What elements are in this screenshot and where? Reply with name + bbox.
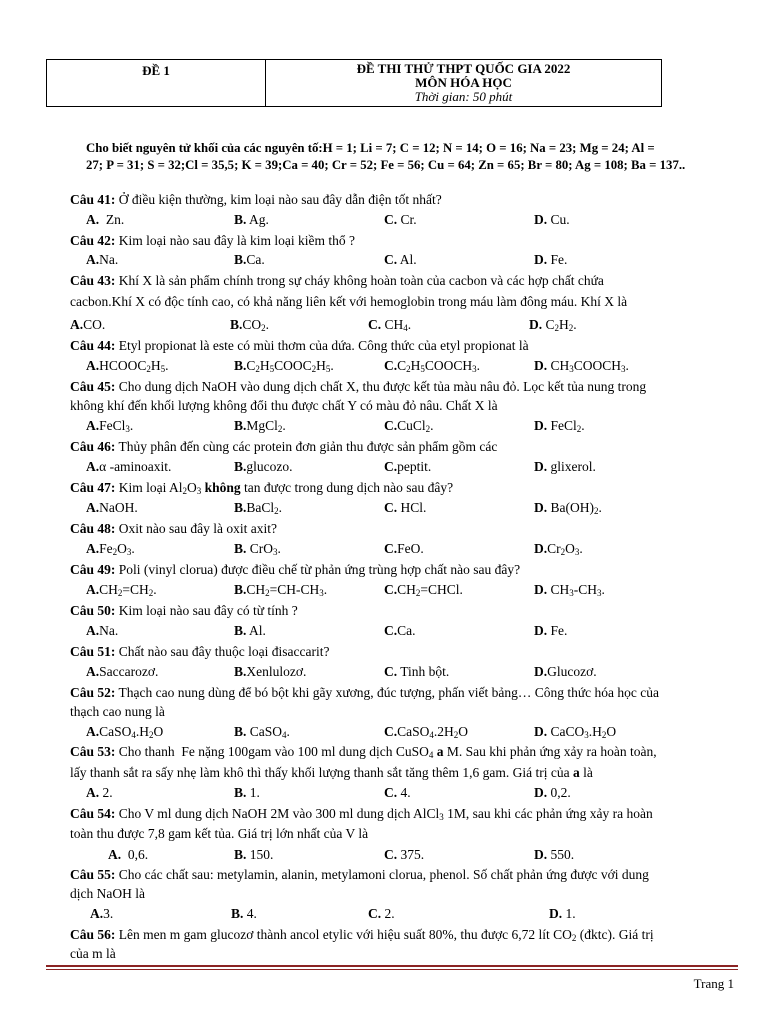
option-d: D. Fe.: [534, 252, 568, 267]
option-d: D. glixerol.: [534, 459, 596, 474]
question-52: Câu 52: Thạch cao nung dùng để bó bột khi gãy xương, đúc tượng, phấn viết bảng… Công thức hóa học của: [70, 685, 660, 700]
question-53-cont: lấy thanh sắt ra sấy nhẹ làm khô thì thấy khối lượng thanh sắt tăng thêm 1,6 gam. Giá trị của a là: [70, 765, 593, 780]
option-a: A.Na.: [86, 623, 119, 638]
question-45-cont: không khí đến khối lượng không đổi thu được chất Y có màu đỏ nâu. Chất X là: [70, 398, 498, 413]
formula: $Fe_2O_3$.: [99, 541, 135, 557]
formula: $CH_2=CHCl$.: [397, 582, 463, 598]
formula: $C_2H_5COOC_2H_5$.: [246, 358, 334, 374]
option-b: $B.C_2H_5COOC_2H_5$.: [234, 358, 334, 374]
option-c: C.FeO.: [384, 541, 424, 556]
option-b: B.Xenlulozơ.: [234, 664, 307, 679]
header-box: [46, 59, 662, 107]
question-52-cont: thạch cao nung là: [70, 704, 165, 719]
option-c: $C.CaSO_4.2H_2O$: [384, 724, 469, 740]
option-d: D. 1.: [549, 906, 576, 921]
formula: $CaCO_3.H_2O$: [550, 724, 617, 740]
option-c: C. HCl.: [384, 500, 427, 515]
option-c: C. Tinh bột.: [384, 664, 450, 679]
exam-code: ĐỀ 1: [47, 60, 266, 106]
option-c: C.Ca.: [384, 623, 416, 638]
option-d: D. 550.: [534, 847, 575, 862]
option-c: C.peptit.: [384, 459, 432, 474]
formula: MgCl$_2$.: [246, 418, 286, 434]
option-d: D. $CH_3COOCH_3$.: [534, 358, 629, 374]
option-b: B.Ca.: [234, 252, 265, 267]
option-a: $A.CH_2=CH_2$.: [86, 582, 157, 598]
option-a: A.NaOH.: [86, 500, 138, 515]
exam-title: ĐỀ THI THỬ THPT QUỐC GIA 2022: [356, 61, 571, 76]
option-a: $A.CaSO_4.H_2O$: [86, 724, 164, 740]
option-d: D. $Ba(OH)_2$.: [534, 500, 602, 516]
option-b: $B.CO_2$.: [230, 317, 270, 333]
question-43-cont: cacbon.Khí X có độc tính cao, có khả năng liên kết với hemoglobin trong máu làm đông máu. Khí X là: [70, 294, 628, 309]
formula: $Ba(OH)_2$.: [550, 500, 602, 516]
formula: CuCl$_2$.: [397, 418, 434, 434]
option-d: D.Glucozơ.: [534, 664, 597, 679]
option-a: $A.HCOOC_2H_5$.: [86, 358, 169, 374]
option-c: C. 375.: [384, 847, 425, 862]
option-a: A.Saccarozơ.: [86, 664, 159, 679]
option-d: $D.Cr_2O_3$.: [534, 541, 583, 557]
formula: $CO_2$.: [242, 317, 270, 333]
option-b: B.glucozo.: [234, 459, 293, 474]
question-55: Câu 55: Cho các chất sau: metylamin, alanin, metylamoni clorua, phenol. Số chất phản ứng được với dung: [70, 867, 649, 882]
option-a: A. Zn.: [86, 212, 125, 227]
option-a: A. 0,6.: [108, 847, 149, 862]
option-b: B. 150.: [234, 847, 274, 862]
question-48: Câu 48: Oxit nào sau đây là oxit axit?: [70, 521, 277, 536]
option-c: C. Al.: [384, 252, 417, 267]
question-50: Câu 50: Kim loại nào sau đây có từ tính ?: [70, 603, 298, 618]
atomic-masses-line: Cho biết nguyên tử khối của các nguyên tố:H = 1; Li = 7; C = 12; N = 14; O = 16; Na = 23; Mg = 24; Al =: [86, 141, 655, 155]
question-44: Câu 44: Etyl propionat là este có mùi thơm của dứa. Công thức của etyl propionat là: [70, 338, 529, 353]
footer-rule: [46, 969, 738, 970]
question-49: Câu 49: Poli (vinyl clorua) được điều chế từ phản ứng trùng hợp chất nào sau đây?: [70, 562, 521, 577]
formula: $CH_3-CH_3$.: [550, 582, 605, 598]
formula: $C_2H_5COOCH_3$.: [397, 358, 481, 374]
option-b: B. Ag.: [234, 212, 269, 227]
option-c: C. 4.: [384, 785, 411, 800]
question-55-cont: dịch NaOH là: [70, 886, 145, 901]
formula: $HCOOC_2H_5$.: [99, 358, 169, 374]
formula: BaCl$_2$.: [246, 500, 283, 516]
exam-title-block: [266, 60, 661, 106]
option-c: $C.CH_2=CHCl$.: [384, 582, 463, 598]
formula: $CaSO_4.H_2O$: [99, 724, 164, 740]
option-b: B. CaSO$_4$.: [234, 724, 290, 740]
option-c: C. Cr.: [384, 212, 417, 227]
question-54-cont: toàn thu được 7,8 gam kết tủa. Giá trị lớn nhất của V là: [70, 826, 369, 841]
atomic-masses: [86, 140, 746, 174]
option-b: B. Al.: [234, 623, 266, 638]
question-41: Câu 41: Ở điều kiện thường, kim loại nào sau đây dẫn điện tốt nhất?: [70, 192, 442, 207]
option-a: A. 2.: [86, 785, 113, 800]
option-d: D. $C_2H_2$.: [529, 317, 577, 333]
exam-subject: MÔN HÓA HỌC: [415, 75, 512, 90]
option-b: B. 4.: [231, 906, 257, 921]
option-c: C. $CH_4$.: [368, 317, 412, 333]
formula: $C_2H_2$.: [545, 317, 577, 333]
option-a: A.α -aminoaxit.: [86, 459, 172, 474]
option-a: $A.Fe_2O_3$.: [86, 541, 135, 557]
option-a: A.3.: [90, 906, 114, 921]
question-47: Câu 47: Kim loại $Al_2O_3$ không tan được trong dung dịch nào sau đây?: [70, 480, 454, 496]
question-56-cont: của m là: [70, 946, 116, 961]
option-a: A.CO.: [70, 317, 106, 332]
page-number: Trang 1: [693, 976, 734, 991]
option-a: A.FeCl$_3$.: [86, 418, 134, 434]
question-54: Câu 54: Cho V ml dung dịch NaOH 2M vào 300 ml dung dịch AlCl$_3$ 1M, sau khi các phản ứng xảy ra hoàn: [70, 806, 653, 822]
formula: FeCl$_2$.: [550, 418, 585, 434]
option-d: D. Fe.: [534, 623, 568, 638]
option-b: $B.CH_2=CH-CH_3$.: [234, 582, 328, 598]
option-d: D. FeCl$_2$.: [534, 418, 585, 434]
question-42: Câu 42: Kim loại nào sau đây là kim loại kiềm thổ ?: [70, 233, 355, 248]
formula: CaSO$_4$.: [249, 724, 290, 740]
option-c: C. 2.: [368, 906, 395, 921]
question-53: Câu 53: Cho thanh Fe nặng 100gam vào 100 ml dung dịch CuSO$_4$ a M. Sau khi phản ứng xảy ra hoàn toàn,: [70, 744, 657, 760]
question-43: Câu 43: Khí X là sản phẩm chính trong sự cháy không hoàn toàn của cacbon và các hợp chất chứa: [70, 273, 604, 288]
formula: CrO$_3$.: [249, 541, 281, 557]
option-d: D. $CaCO_3.H_2O$: [534, 724, 617, 740]
footer-rule: [46, 965, 738, 967]
option-c: C.CuCl$_2$.: [384, 418, 434, 434]
formula: FeCl$_3$.: [99, 418, 134, 434]
option-d: D. Cu.: [534, 212, 570, 227]
atomic-masses-line: 27; P = 31; S = 32;Cl = 35,5; K = 39;Ca = 40; Cr = 52; Fe = 56; Cu = 64; Zn = 65; Br = 80; Ag = 108; Ba = 137..: [86, 158, 686, 172]
question-51: Câu 51: Chất nào sau đây thuộc loại đisaccarit?: [70, 644, 330, 659]
option-b: B.MgCl$_2$.: [234, 418, 286, 434]
formula: $CH_2=CH-CH_3$.: [246, 582, 328, 598]
formula: $Cr_2O_3$.: [547, 541, 583, 557]
option-b: B. 1.: [234, 785, 260, 800]
exam-time: Thời gian: 50 phút: [414, 89, 513, 104]
option-a: A.Na.: [86, 252, 119, 267]
formula: $CaSO_4.2H_2O$: [397, 724, 469, 740]
option-c: $C.C_2H_5COOCH_3$.: [384, 358, 481, 374]
option-d: D. 0,2.: [534, 785, 571, 800]
option-b: B.BaCl$_2$.: [234, 500, 283, 516]
question-56: Câu 56: Lên men m gam glucozơ thành ancol etylic với hiệu suất 80%, thu được 6,72 lít $CO_2$ (đktc). Giá trị: [70, 927, 654, 943]
formula: $CH_3COOCH_3$.: [550, 358, 629, 374]
question-46: Câu 46: Thủy phân đến cùng các protein đơn giản thu được sản phẩm gồm các: [70, 439, 498, 454]
formula: $CH_4$.: [384, 317, 412, 333]
option-b: B. CrO$_3$.: [234, 541, 281, 557]
question-45: Câu 45: Cho dung dịch NaOH vào dung dịch chất X, thu được kết tủa màu nâu đỏ. Lọc kết tủa nung trong: [70, 379, 647, 394]
formula: $CH_2=CH_2$.: [99, 582, 157, 598]
option-d: D. $CH_3-CH_3$.: [534, 582, 605, 598]
